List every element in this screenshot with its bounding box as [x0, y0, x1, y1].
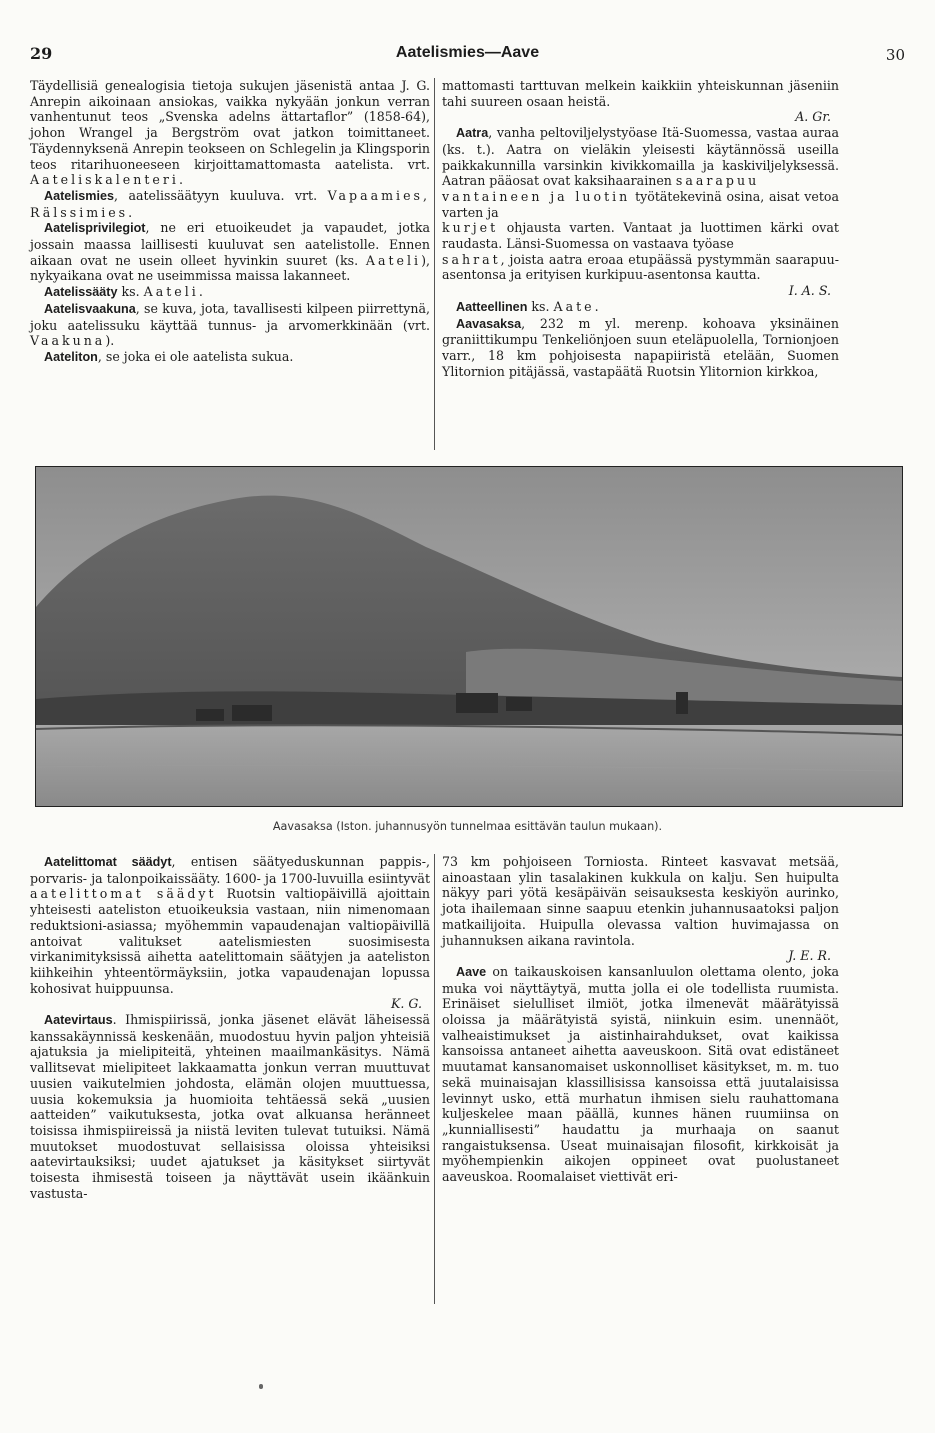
landscape-illustration [35, 466, 903, 807]
article-entry [30, 284, 430, 301]
article-entry [442, 125, 839, 189]
article-entry [442, 316, 839, 380]
article-entry [442, 299, 839, 316]
article-entry [30, 301, 430, 349]
author-signature: J. E. R. [788, 948, 831, 964]
cross-reference: saarapuu [675, 173, 760, 189]
cross-reference: Vapaamies, Rälssimies [30, 187, 430, 220]
author-signature: I. A. S. [788, 283, 831, 299]
entry-text: ). [105, 333, 115, 349]
article-entry [30, 1012, 430, 1201]
page-number-left: 29 [30, 44, 53, 63]
entry-text: ), nykyaikana ovat ne useimmissa maissa lakanneet. [30, 252, 430, 284]
entry-text: , entisen säätyeduskunnan pappis-, porvaris- ja talonpoikaissääty. 1600- ja 1700-luvuilla esiintyvät [30, 854, 430, 886]
column-top-right [442, 78, 839, 379]
entry-text: , vanha peltoviljelystyöase Itä-Suomessa, vastaa auraa (ks. t.). Aatra on vieläkin yleisesti käytännössä useilla paikkakunnilla varsinkin kivikkomailla ja kaskiviljelyksessä. Aatran pääosat ovat kaksihaarainen [442, 125, 839, 189]
entry-text: ohjausta varten. Vantaat ja luottimen kärki ovat raudasta. Länsi-Suomessa on vastaava työase [442, 220, 839, 252]
entry-text: työtätekevinä osina, aisat vetoa varten ja [442, 188, 839, 220]
entry-text: , se joka ei ole aatelista sukua. [97, 348, 294, 364]
article-text [442, 78, 839, 109]
entry-headword: Aatevirtaus [44, 1013, 113, 1028]
entry-text: mattomasti tarttuvan melkein kaikkiin yhteiskunnan jäseniin tahi suureen osaan heistä. [442, 78, 839, 109]
page-header [0, 44, 935, 68]
entry-text: , aatelissäätyyn kuuluva. vrt. [114, 187, 328, 203]
entry-text: ks. [117, 284, 144, 300]
article-entry [30, 188, 430, 220]
column-bottom-right [442, 854, 839, 1185]
entry-headword: Aatelismies [44, 188, 115, 203]
entry-headword: Aatelisprivilegiot [44, 221, 146, 236]
cross-reference: kurjet [442, 220, 499, 236]
entry-headword: Aatteellinen [456, 299, 528, 314]
column-divider-bottom [434, 854, 435, 1304]
print-speck [259, 1384, 263, 1389]
entry-text: . Ihmispiirissä, jonka jäsenet elävät läheisessä kanssakäynnissä keskenään, muodostuu hyvin paljon yhteisiä ajatuksia ja mielipiteitä, yhteinen maailmankäsitys. Nämä vallitsevat mielipiteet lakkaamatta jonkun verran muuttuvat uusien vaikutelmien johdosta, elämän olojen muuttuessa, uusia kokemuksia ja huomioita tehtäessä sekä „uusien aatteiden” vaikutuksesta, jotka ovat alkuansa heränneet toisissa ihmispiireissä ja niistä leviten tulevat tutuiksi. Nämä muutokset muodostuvat sellaisissa oloissa yhteisiksi aatevirtauksiksi; uudet ajatukset ja käsitykset siirtyvät toisesta ihmisestä toiseen ja näyttävät usein ikäänkuin vastusta- [30, 1012, 430, 1201]
entry-headword: Aavasaksa [456, 316, 522, 331]
article-entry [30, 854, 430, 996]
article-entry [30, 349, 430, 366]
entry-headword: Aatra [456, 126, 489, 141]
author-signature: A. Gr. [795, 109, 831, 125]
entry-text: , joista aatra eroaa etupäässä pystymmän saarapuu-asentonsa ja erityisen kurkipuu-asentonsa kautta. [442, 251, 839, 283]
entry-text: . [594, 298, 599, 314]
article-entry [442, 964, 839, 1185]
article-text [442, 854, 839, 948]
entry-text: , 232 m yl. merenp. kohoava yksinäinen graniittikumpu Tenkeliönjoen suun eteläpuolella, Tornionjoen varr., 18 km pohjoisesta napapiiristä etelään, Suomen Ylitornion pitäjässä, vastapäätä Ruotsin Ylitornion kirkkoa, [442, 315, 839, 379]
entry-text: 73 km pohjoiseen Torniosta. Rinteet kasvavat metsää, ainoastaan ylin tasalakinen kukkula on kalju. Sen huipulta näkyy pari yötä kesäpäivän seisauksesta keskiyön aurinko, jota ihailemaan sinne saapuu etenkin juhannusaatoksi paljon matkailijoita. Huipulla olevassa valtion huvimajassa on juhannuksen aikana ravintola. [442, 854, 839, 948]
entry-text: . [178, 172, 183, 188]
column-top-left [30, 78, 430, 366]
column-divider-top [434, 78, 435, 450]
entry-headword: Aatelissääty [44, 285, 118, 300]
author-signature: K. G. [390, 996, 422, 1012]
cross-reference: Vaakuna [30, 333, 106, 349]
entry-text: on taikauskoisen kansanluulon olettama olento, joka muka voi näyttäytyä, mutta jolla ei ole todellista ruumista. Erinäiset sielulliset ilmiöt, jotka ilmenevät määrätyissä oloissa ja määrätyistä syistä, niinkuin esim. unennäöt, valheaistimukset ja aistinhairahdukset, ovat kaikissa kansoissa antaneet aihetta aaveuskoon. Sitä ovat edistäneet muutamat kansanomaiset uskonnolliset käsitykset, m. m. tuo sekä muinaisajan klassillisissa kansoissa että juutalaisissa levinnyt usko, että murhatun ihmisen sielu rauhattomana kuljeskelee maan päällä, kunnes hänen ruumiinsa on „kunniallisesti” haudattu ja murhaaja on saanut rangaistuksensa. Useat muinaisajan filosofit, kirkkoisät ja myöhempienkin aikojen oppineet ovat puolustaneet aaveuskoa. Roomalaiset viettivät eri- [442, 963, 839, 1185]
running-title: Aatelismies—Aave [395, 44, 540, 61]
entry-text: . [128, 204, 133, 220]
entry-text: . [198, 284, 203, 300]
article-text [442, 252, 839, 283]
article-text [442, 220, 839, 251]
cross-reference: sahrat [442, 251, 501, 267]
cross-reference: Aateliskalenteri [30, 172, 179, 188]
cross-reference: Aate [553, 298, 595, 314]
entry-text: , se kuva, jota, tavallisesti kilpeen piirrettynä, joku aatelissuku käyttää tunnus- ja arvomerkkinään (vrt. [30, 300, 430, 333]
article-text [30, 78, 430, 188]
entry-text: , ne eri etuoikeudet ja vapaudet, jotka jossain maassa laillisesti kuuluvat sen aatelistolle. Ennen aikaan ovat ne usein olleet hyvinkin suuret (ks. [30, 220, 430, 268]
entry-text: ks. [527, 298, 554, 314]
cross-reference: vantaineen ja luotin [442, 188, 631, 204]
entry-text: Ruotsin valtiopäivillä ajoittain yhteisesti aateliston etuoikeuksia vastaan, niin nimenomaan reduktsioni-asiassa; myöhemmin vapaudenajan valtiopäivillä antoivat valitukset aatelismiesten suosimisesta virkanimityksissä aihetta aatelittomain säätyjen ja aateliston kiihkeihin yhteentörmäyksiin, jotka vapaudenajan lopussa kohosivat huippuunsa. [30, 886, 430, 996]
entry-headword: Aatelisvaakuna [44, 301, 136, 316]
entry-text: Täydellisiä genealogisia tietoja sukujen jäsenistä antaa J. G. Anrepin aikoinaan ansiokas, vaikka nykyään jonkun verran vanhentunut teos „Svenska adelns ättartaflor” (1858-64), johon Wrangel ja Bergström ovat jatkon toimittaneet. Täydennyksenä Anrepin teokseen on Schlegelin ja Klingsporin teos ritarihuoneeseen kirjoittamattomasta aatelista. vrt. [30, 78, 430, 172]
entry-headword: Aave [456, 964, 487, 979]
cross-reference: aatelittomat säädyt [30, 886, 217, 902]
article-text [442, 189, 839, 220]
entry-headword: Aateliton [44, 349, 98, 364]
page-number-right: 30 [885, 46, 905, 64]
cross-reference: Aateli [143, 284, 199, 300]
illustration-caption: Aavasaksa (Iston. juhannusyön tunnelmaa esittävän taulun mukaan). [272, 820, 663, 833]
cross-reference: Aateli [365, 252, 422, 268]
column-bottom-left [30, 854, 430, 1201]
entry-headword: Aatelittomat säädyt [44, 855, 172, 869]
article-entry [30, 220, 430, 284]
